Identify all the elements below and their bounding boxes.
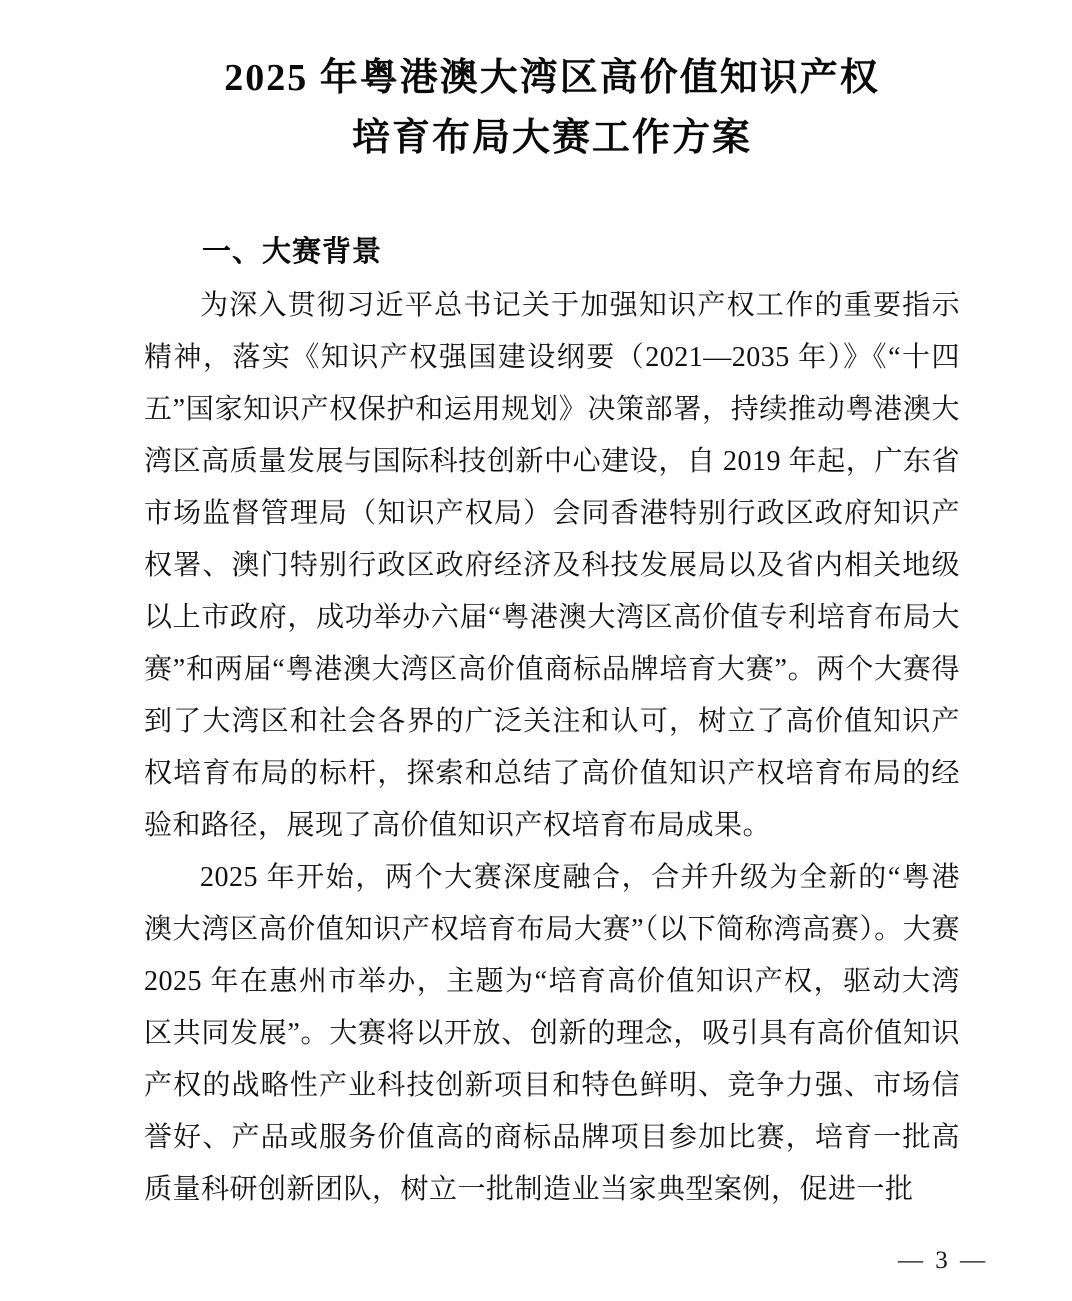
document-title: [144, 48, 960, 168]
document-title-line-2: 培育布局大赛工作方案: [351, 117, 752, 159]
paragraph-1: 为深入贯彻习近平总书记关于加强知识产权工作的重要指示精神，落实《知识产权强国建设纲要（2021—2035 年）》《“十四五”国家知识产权保护和运用规划》决策部署，持续推动粤港澳大湾区高质量发展与国际科技创新中心建设，自 2019 年起，广东省市场监督管理局（知识产权局）会同香港特别行政区政府知识产权署、澳门特别行政区政府经济及科技发展局以及省内相关地级以上市政府，成功举办六届“粤港澳大湾区高价值专利培育布局大赛”和两届“粤港澳大湾区高价值商标品牌培育大赛”。两个大赛得到了大湾区和社会各界的广泛关注和认可，树立了高价值知识产权培育布局的标杆，探索和总结了高价值知识产权培育布局的经验和路径，展现了高价值知识产权培育布局成果。: [144, 290, 960, 841]
page-number: — 3 —: [898, 1247, 988, 1274]
section-heading-background: 一、大赛背景: [202, 236, 383, 268]
paragraph-2: 2025 年开始，两个大赛深度融合，合并升级为全新的“粤港澳大湾区高价值知识产权培育布局大赛”（以下简称湾高赛）。大赛 2025 年在惠州市举办，主题为“培育高价值知识产权，驱动大湾区共同发展”。大赛将以开放、创新的理念，吸引具有高价值知识产权的战略性产业科技创新项目和特色鲜明、竞争力强、市场信誉好、产品或服务价值高的商标品牌项目参加比赛，培育一批高质量科研创新团队，树立一批制造业当家典型案例，促进一批: [144, 862, 960, 1205]
document-title-line-1: 2025 年粤港澳大湾区高价值知识产权: [224, 57, 880, 99]
